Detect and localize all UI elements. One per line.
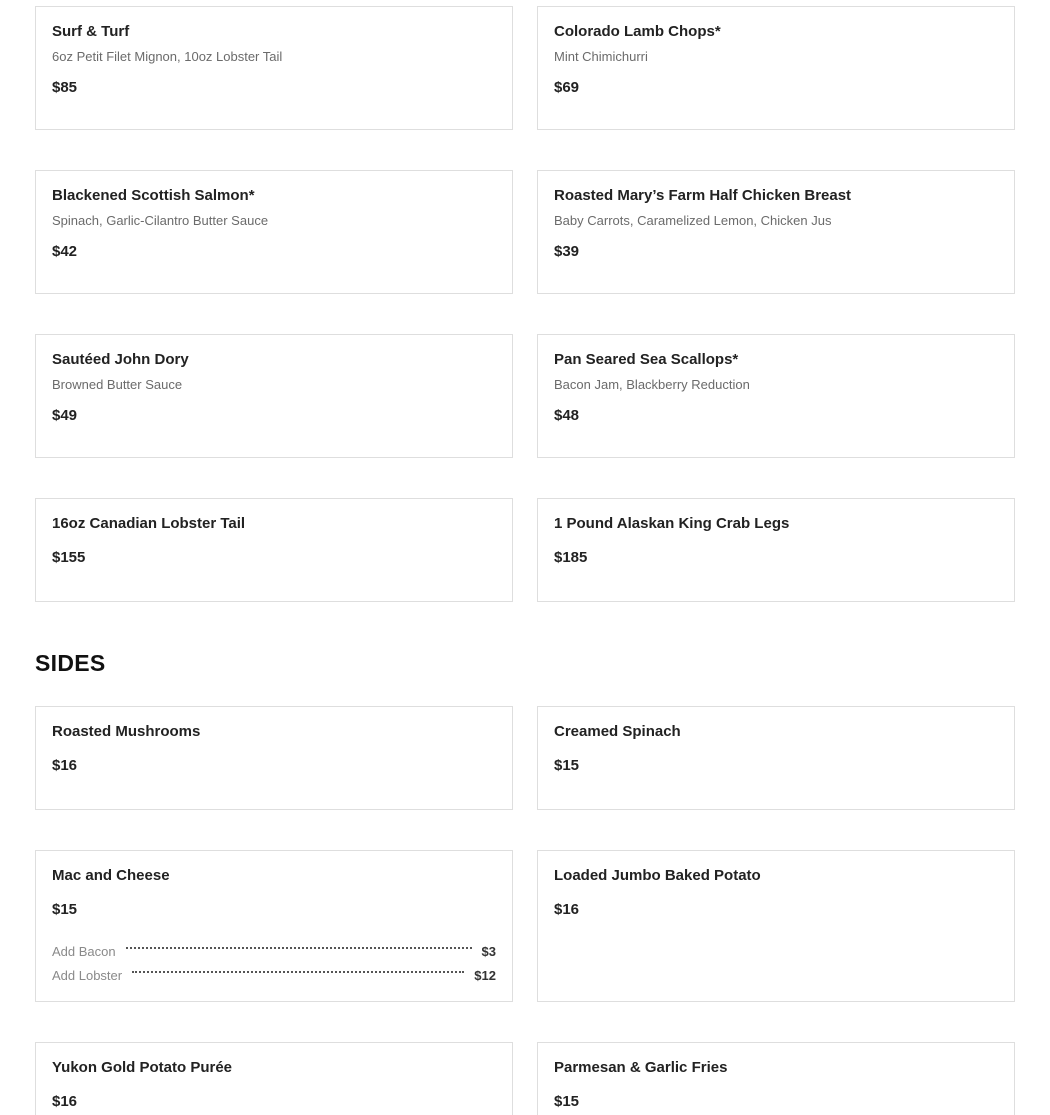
menu-item-name: 16oz Canadian Lobster Tail [52, 515, 246, 532]
addon-price: $3 [481, 943, 496, 959]
dotted-leader [132, 971, 464, 973]
menu-item-name: Blackened Scottish Salmon* [52, 187, 255, 204]
menu-item-price: $155 [52, 549, 86, 566]
menu-item-price: $42 [52, 243, 78, 260]
menu-item-name: Sautéed John Dory [52, 351, 189, 368]
menu-item-name: Roasted Mary’s Farm Half Chicken Breast [554, 187, 852, 204]
addon-price: $12 [474, 967, 496, 983]
menu-item-price: $16 [52, 757, 78, 774]
menu-item-name: Surf & Turf [52, 23, 130, 40]
menu-item-card [35, 170, 513, 294]
menu-item-card [35, 850, 513, 1002]
menu-item-card [537, 334, 1015, 458]
menu-item-description: Browned Butter Sauce [52, 377, 183, 392]
menu-item-price: $15 [554, 1093, 580, 1110]
dotted-leader [126, 947, 472, 949]
menu-item-name: Mac and Cheese [52, 867, 170, 884]
menu-item-card [537, 850, 1015, 1002]
menu-item-card [537, 1042, 1015, 1115]
menu-item-description: Mint Chimichurri [554, 49, 648, 64]
menu-item-description: Spinach, Garlic-Cilantro Butter Sauce [52, 213, 269, 228]
menu-item-price: $49 [52, 407, 78, 424]
menu-item-card [35, 6, 513, 130]
menu-item-price: $16 [52, 1093, 78, 1110]
menu-item-name: Pan Seared Sea Scallops* [554, 351, 739, 368]
menu-item-name: Loaded Jumbo Baked Potato [554, 867, 761, 884]
menu-item-price: $69 [554, 79, 580, 96]
addon-label: Add Bacon [52, 943, 116, 959]
menu-item-description: Baby Carrots, Caramelized Lemon, Chicken Jus [554, 213, 832, 228]
menu-item-card [537, 498, 1015, 602]
menu-item-description: Bacon Jam, Blackberry Reduction [554, 377, 750, 392]
menu-item-card [537, 6, 1015, 130]
menu-item-card [35, 706, 513, 810]
menu-item-card [35, 498, 513, 602]
menu-item-card [537, 706, 1015, 810]
menu-item-name: Roasted Mushrooms [52, 723, 201, 740]
menu-item-card [35, 1042, 513, 1115]
menu-item-name: Yukon Gold Potato Purée [52, 1059, 233, 1076]
menu-item-price: $15 [554, 757, 580, 774]
menu-item-price: $185 [554, 549, 588, 566]
menu-item-price: $16 [554, 901, 580, 918]
section-heading-sides: SIDES [35, 650, 106, 676]
addon-label: Add Lobster [52, 967, 123, 983]
menu-item-name: Creamed Spinach [554, 723, 681, 740]
menu-item-card [35, 334, 513, 458]
addon-row [52, 963, 496, 987]
menu-item-price: $15 [52, 901, 78, 918]
menu-item-price: $39 [554, 243, 580, 260]
menu-item-name: Colorado Lamb Chops* [554, 23, 721, 40]
menu-item-price: $85 [52, 79, 78, 96]
menu-item-name: 1 Pound Alaskan King Crab Legs [554, 515, 790, 532]
addon-row [52, 939, 496, 963]
menu-item-card [537, 170, 1015, 294]
addon-list [52, 939, 496, 987]
menu-item-price: $48 [554, 407, 580, 424]
menu-item-name: Parmesan & Garlic Fries [554, 1059, 728, 1076]
menu-item-description: 6oz Petit Filet Mignon, 10oz Lobster Tail [52, 49, 283, 64]
